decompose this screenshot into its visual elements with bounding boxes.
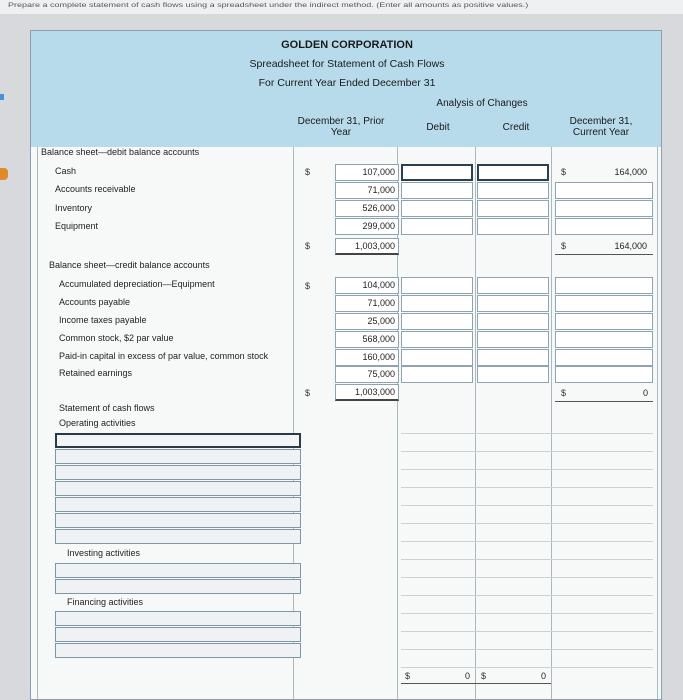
col-prior-year: December 31, Prior Year — [297, 116, 385, 138]
operating-activities-label: Operating activities — [59, 418, 136, 428]
stock-debit-input[interactable] — [401, 331, 473, 348]
financing-line-3[interactable] — [55, 643, 301, 658]
operating-line-7[interactable] — [55, 529, 301, 544]
cash-flow-spreadsheet — [30, 30, 662, 700]
row-label-accounts-receivable: Accounts receivable — [55, 184, 136, 194]
accum-dep-current-input[interactable] — [555, 277, 653, 294]
currency-symbol: $ — [561, 241, 567, 251]
prior-paid-in-capital: 160,000 — [335, 349, 399, 366]
currency-symbol: $ — [305, 241, 311, 251]
equipment-credit-input[interactable] — [477, 218, 549, 235]
prior-debit-total: 1,003,000 — [335, 238, 399, 255]
side-indicator — [0, 94, 4, 100]
investing-line-2[interactable] — [55, 579, 301, 594]
cash-debit-input[interactable] — [401, 164, 473, 181]
analysis-of-changes-label: Analysis of Changes — [436, 98, 528, 109]
debit-grand-total: 0 — [465, 671, 471, 681]
cf-section-header: Statement of cash flows — [59, 403, 155, 413]
financing-activities-label: Financing activities — [67, 597, 144, 607]
prior-credit-total: 1,003,000 — [335, 384, 399, 401]
prior-retained-earnings: 75,000 — [335, 366, 399, 383]
financing-line-1[interactable] — [55, 611, 301, 626]
investing-line-1[interactable] — [55, 563, 301, 578]
row-label-common-stock: Common stock, $2 par value — [59, 333, 174, 343]
operating-line-6[interactable] — [55, 513, 301, 528]
current-inventory-input[interactable] — [555, 200, 653, 217]
row-label-retained-earnings: Retained earnings — [59, 368, 133, 378]
inventory-debit-input[interactable] — [401, 200, 473, 217]
ar-credit-input[interactable] — [477, 182, 549, 199]
re-debit-input[interactable] — [401, 366, 473, 383]
operating-line-3[interactable] — [55, 465, 301, 480]
ap-debit-input[interactable] — [401, 295, 473, 312]
accum-dep-debit-input[interactable] — [401, 277, 473, 294]
tax-debit-input[interactable] — [401, 313, 473, 330]
financing-line-2[interactable] — [55, 627, 301, 642]
current-credit-total: 0 — [643, 388, 649, 398]
currency-symbol: $ — [405, 671, 411, 681]
accum-dep-credit-input[interactable] — [477, 277, 549, 294]
currency-symbol: $ — [561, 167, 567, 177]
sheet-period: For Current Year Ended December 31 — [258, 77, 436, 89]
currency-symbol: $ — [481, 671, 487, 681]
current-cash: 164,000 — [614, 167, 647, 177]
instruction-strip: Prepare a complete statement of cash flows using a spreadsheet under the indirect method. (Enter all amounts as positive values.) — [0, 0, 683, 14]
row-label-equipment: Equipment — [55, 221, 99, 231]
operating-line-2[interactable] — [55, 449, 301, 464]
cash-credit-input[interactable] — [477, 164, 549, 181]
prior-accounts-payable: 71,000 — [335, 295, 399, 312]
prior-cash: 107,000 — [335, 164, 399, 181]
spreadsheet-header — [31, 31, 662, 147]
row-label-paid-in-capital: Paid-in capital in excess of par value, common stock — [59, 351, 269, 361]
tax-credit-input[interactable] — [477, 313, 549, 330]
ap-credit-input[interactable] — [477, 295, 549, 312]
ar-debit-input[interactable] — [401, 182, 473, 199]
re-current-input[interactable] — [555, 366, 653, 383]
equipment-debit-input[interactable] — [401, 218, 473, 235]
prior-income-taxes: 25,000 — [335, 313, 399, 330]
currency-symbol: $ — [305, 281, 311, 291]
stock-credit-input[interactable] — [477, 331, 549, 348]
prior-accum-depreciation: 104,000 — [335, 277, 399, 294]
inventory-credit-input[interactable] — [477, 200, 549, 217]
currency-symbol: $ — [305, 388, 311, 398]
debit-section-header: Balance sheet—debit balance accounts — [41, 147, 200, 157]
stock-current-input[interactable] — [555, 331, 653, 348]
pic-credit-input[interactable] — [477, 349, 549, 366]
row-label-inventory: Inventory — [55, 203, 93, 213]
col-debit: Debit — [426, 122, 450, 133]
investing-activities-label: Investing activities — [67, 548, 141, 558]
question-marker — [0, 168, 8, 180]
row-label-cash: Cash — [55, 166, 77, 176]
operating-line-5[interactable] — [55, 497, 301, 512]
row-label-income-taxes-payable: Income taxes payable — [59, 315, 147, 325]
pic-debit-input[interactable] — [401, 349, 473, 366]
currency-symbol: $ — [305, 167, 311, 177]
operating-line-1[interactable] — [55, 433, 301, 448]
current-equipment-input[interactable] — [555, 218, 653, 235]
row-label-accumulated-depreciation: Accumulated depreciation—Equipment — [59, 279, 215, 289]
prior-equipment: 299,000 — [335, 218, 399, 235]
currency-symbol: $ — [561, 388, 567, 398]
sheet-subtitle: Spreadsheet for Statement of Cash Flows — [249, 58, 445, 70]
prior-accounts-receivable: 71,000 — [335, 182, 399, 199]
col-credit: Credit — [502, 122, 530, 133]
row-label-accounts-payable: Accounts payable — [59, 297, 131, 307]
credit-section-header: Balance sheet—credit balance accounts — [49, 260, 210, 270]
ap-current-input[interactable] — [555, 295, 653, 312]
credit-grand-total: 0 — [541, 671, 547, 681]
company-name: GOLDEN CORPORATION — [281, 39, 413, 51]
current-ar-input[interactable] — [555, 182, 653, 199]
pic-current-input[interactable] — [555, 349, 653, 366]
prior-inventory: 526,000 — [335, 200, 399, 217]
operating-line-4[interactable] — [55, 481, 301, 496]
re-credit-input[interactable] — [477, 366, 549, 383]
col-current-year: December 31, Current Year — [569, 116, 633, 138]
tax-current-input[interactable] — [555, 313, 653, 330]
current-debit-total: 164,000 — [614, 241, 647, 251]
prior-common-stock: 568,000 — [335, 331, 399, 348]
